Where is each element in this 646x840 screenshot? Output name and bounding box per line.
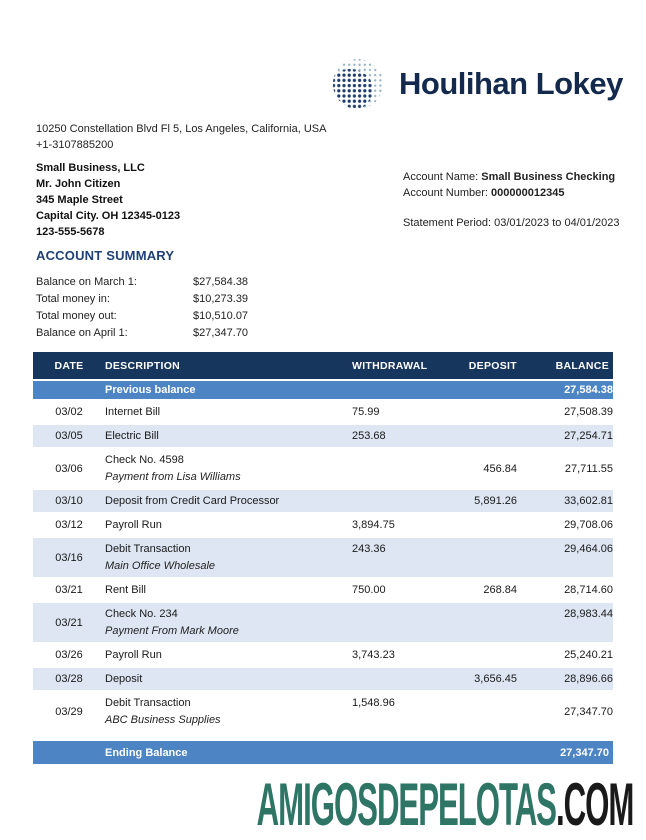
watermark-site-name: AMIGOSDEPELOTAS — [256, 771, 556, 838]
table-row: 03/28 Deposit 3,656.45 28,896.66 — [33, 667, 613, 691]
bank-phone: +1-3107885200 — [36, 139, 114, 151]
table-row: 03/21 Rent Bill 750.00 268.84 28,714.60 — [33, 578, 613, 602]
account-name-row — [403, 169, 620, 185]
bank-address-block — [36, 121, 326, 153]
bank-address-line: 10250 Constellation Blvd Fl 5, Los Angeles, California, USA — [36, 123, 327, 135]
header-deposit: DEPOSIT — [445, 352, 517, 380]
table-header-row — [33, 352, 613, 380]
customer-company: Small Business, LLC — [36, 162, 145, 174]
customer-phone: 123-555-5678 — [36, 226, 105, 238]
transactions-table — [33, 352, 613, 733]
previous-balance-value: 27,584.38 — [564, 384, 613, 396]
statement-period-label: Statement Period: — [403, 217, 495, 229]
table-row: 03/16 Debit Transaction Main Office Wholesale 243.36 29,464.06 — [33, 537, 613, 578]
previous-balance-label: Previous balance — [105, 384, 196, 396]
customer-address-block — [36, 160, 180, 240]
summary-value: $10,273.39 — [193, 293, 249, 305]
table-row: 03/02 Internet Bill 75.99 27,508.39 — [33, 400, 613, 424]
brand-wordmark: Houlihan Lokey — [399, 66, 623, 101]
summary-value: $27,347.70 — [193, 327, 249, 339]
transaction-note: Main Office Wholesale — [105, 560, 216, 572]
customer-name: Mr. John Citizen — [36, 178, 121, 190]
account-summary-table — [36, 274, 248, 342]
globe-icon — [331, 57, 385, 111]
account-name-value: Small Business Checking — [481, 171, 616, 183]
ending-balance-row — [33, 741, 613, 764]
header-date: DATE — [33, 352, 105, 380]
account-number-value: 000000012345 — [491, 187, 565, 199]
customer-street: 345 Maple Street — [36, 194, 123, 206]
header-description: DESCRIPTION — [105, 352, 352, 380]
statement-period-value: 03/01/2023 to 04/01/2023 — [494, 217, 620, 229]
transaction-note: Payment from Lisa Williams — [105, 471, 241, 483]
customer-city: Capital City. OH 12345-0123 — [36, 210, 181, 222]
table-row: 03/21 Check No. 234 Payment From Mark Moore 28,983.44 — [33, 602, 613, 643]
table-row: 03/29 Debit Transaction ABC Business Supplies 1,548.96 27,347.70 — [33, 691, 613, 732]
table-row: 03/12 Payroll Run 3,894.75 29,708.06 — [33, 513, 613, 537]
statement-period-row — [403, 215, 620, 231]
brand-logo — [331, 57, 623, 111]
summary-label: Total money in: — [36, 293, 110, 305]
table-row: 03/26 Payroll Run 3,743.23 25,240.21 — [33, 643, 613, 667]
account-summary-title: ACCOUNT SUMMARY — [36, 248, 175, 263]
account-info-block — [403, 169, 620, 231]
account-number-row — [403, 185, 620, 201]
account-name-label: Account Name: — [403, 171, 482, 183]
ending-balance-label: Ending Balance — [105, 746, 188, 759]
account-number-label: Account Number: — [403, 187, 492, 199]
watermark-tld: .COM — [555, 771, 633, 838]
summary-value: $27,584.38 — [193, 276, 249, 288]
summary-label: Balance on March 1: — [36, 276, 137, 288]
watermark — [256, 771, 633, 838]
summary-value: $10,510.07 — [193, 310, 249, 322]
table-row: 03/06 Check No. 4598 Payment from Lisa Williams 456.84 27,711.55 — [33, 448, 613, 489]
transaction-note: Payment From Mark Moore — [105, 625, 239, 637]
previous-balance-row — [33, 380, 613, 400]
table-row: 03/10 Deposit from Credit Card Processor 5,891.26 33,602.81 — [33, 489, 613, 513]
transactions-section — [33, 352, 613, 764]
summary-label: Total money out: — [36, 310, 117, 322]
header-withdrawal: WITHDRAWAL — [352, 352, 445, 380]
table-row: 03/05 Electric Bill 253.68 27,254.71 — [33, 424, 613, 448]
transaction-note: ABC Business Supplies — [105, 714, 221, 726]
header-balance: BALANCE — [517, 352, 613, 380]
ending-balance-value: 27,347.70 — [560, 746, 609, 759]
summary-label: Balance on April 1: — [36, 327, 128, 339]
